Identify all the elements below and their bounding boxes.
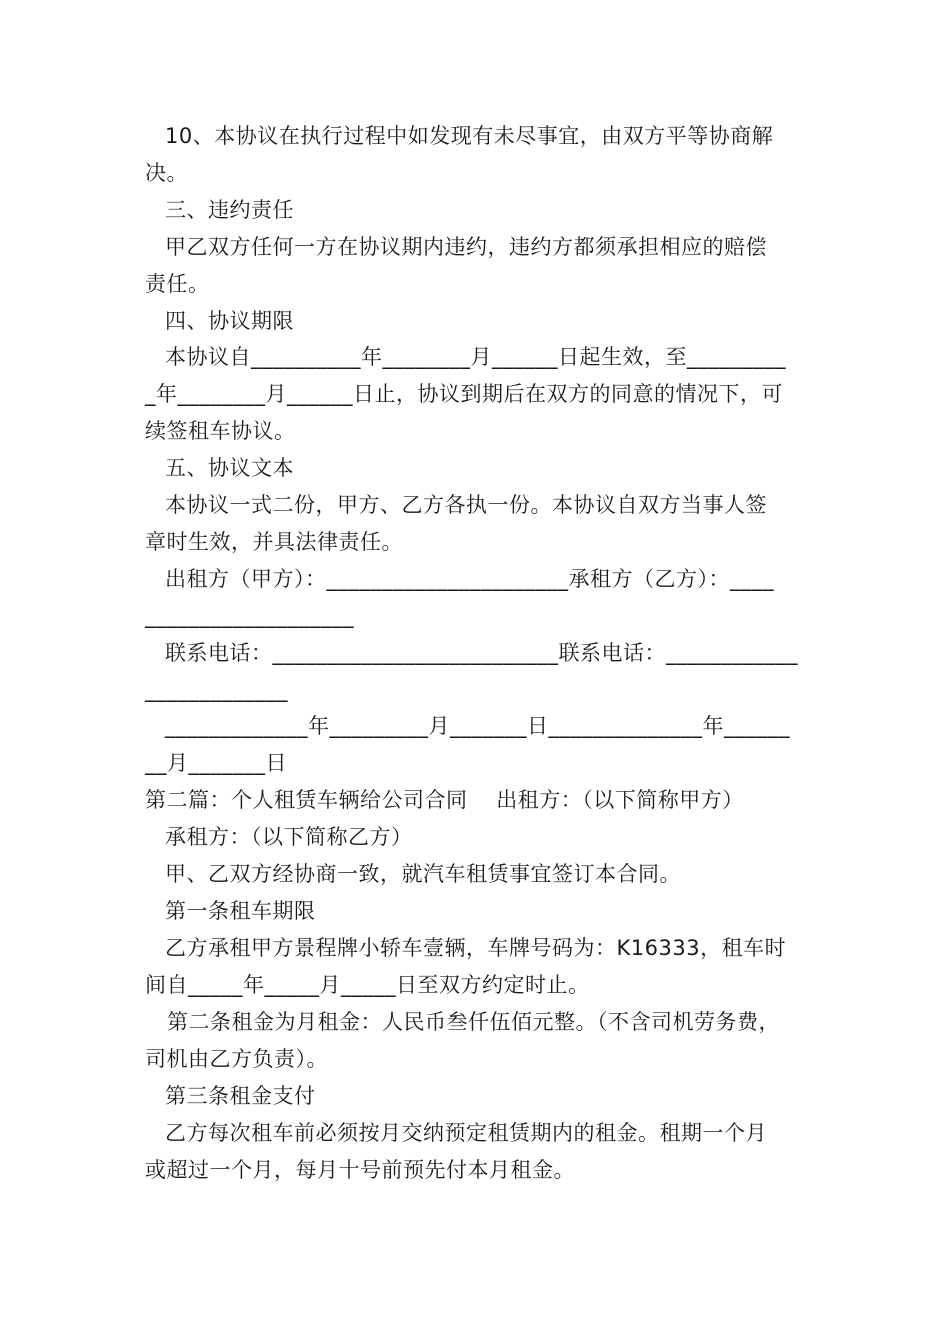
breach-text-line-2: 责任。 (145, 272, 210, 296)
article-1-text-line-2: 间自_____年_____月_____日至双方约定时止。 (145, 973, 590, 997)
clause-10-line-2: 决。 (145, 161, 188, 185)
signature-parties-line-2: ___________________ (145, 604, 354, 628)
clause-10-line-1: 10、本协议在执行过程中如发现有未尽事宜，由双方平等协商解 (165, 124, 774, 148)
article-1-heading: 第一条租车期限 (165, 899, 316, 923)
article-3-text-line-1: 乙方每次租车前必须按月交纳预定租赁期内的租金。租期一个月 (165, 1121, 767, 1145)
term-text-line-3: 续签租车协议。 (145, 419, 296, 443)
section-heading-text: 五、协议文本 (165, 456, 294, 480)
term-text-line-2: _年________月______日止，协议到期后在双方的同意的情况下，可 (145, 382, 783, 406)
article-1-text-line-1: 乙方承租甲方景程牌小轿车壹辆，车牌号码为：K16333，租车时 (165, 936, 787, 960)
signature-parties-line-1: 出租方（甲方）：______________________承租方（乙方）：____ (165, 567, 774, 591)
sign-date-line-2: __月_______日 (145, 751, 287, 775)
lessee-label: 承租方：（以下简称乙方） (165, 825, 413, 849)
text-copies-line-1: 本协议一式二份，甲方、乙方各执一份。本协议自双方当事人签 (165, 493, 767, 517)
agreement-intro: 甲、乙双方经协商一致，就汽车租赁事宜签订本合同。 (165, 862, 681, 886)
sign-date-line-1: _____________年_________月_______日______________年______ (165, 714, 790, 738)
text-copies-line-2: 章时生效，并具法律责任。 (145, 530, 403, 554)
article-2-text-line-1: 第二条租金为月租金：人民币叁仟伍佰元整。（不含司机劳务费， (167, 1010, 780, 1034)
article-2-text-line-2: 司机由乙方负责）。 (145, 1047, 328, 1071)
term-text-line-1: 本协议自__________年________月______日起生效，至_________ (165, 345, 786, 369)
article-3-heading: 第三条租金支付 (165, 1084, 316, 1108)
breach-text-line-1: 甲乙双方任何一方在协议期内违约，违约方都须承担相应的赔偿 (165, 235, 767, 259)
contact-phone-line-2: _____________ (145, 678, 288, 702)
article-3-text-line-2: 或超过一个月，每月十号前预先付本月租金。 (145, 1158, 575, 1182)
section-heading-breach: 三、违约责任 (165, 198, 294, 222)
section-heading-term: 四、协议期限 (165, 309, 294, 333)
contact-phone-line-1: 联系电话：__________________________联系电话：____________ (165, 641, 798, 665)
part-two-heading: 第二篇：个人租赁车辆给公司合同 出租方：（以下简称甲方） (145, 788, 744, 812)
